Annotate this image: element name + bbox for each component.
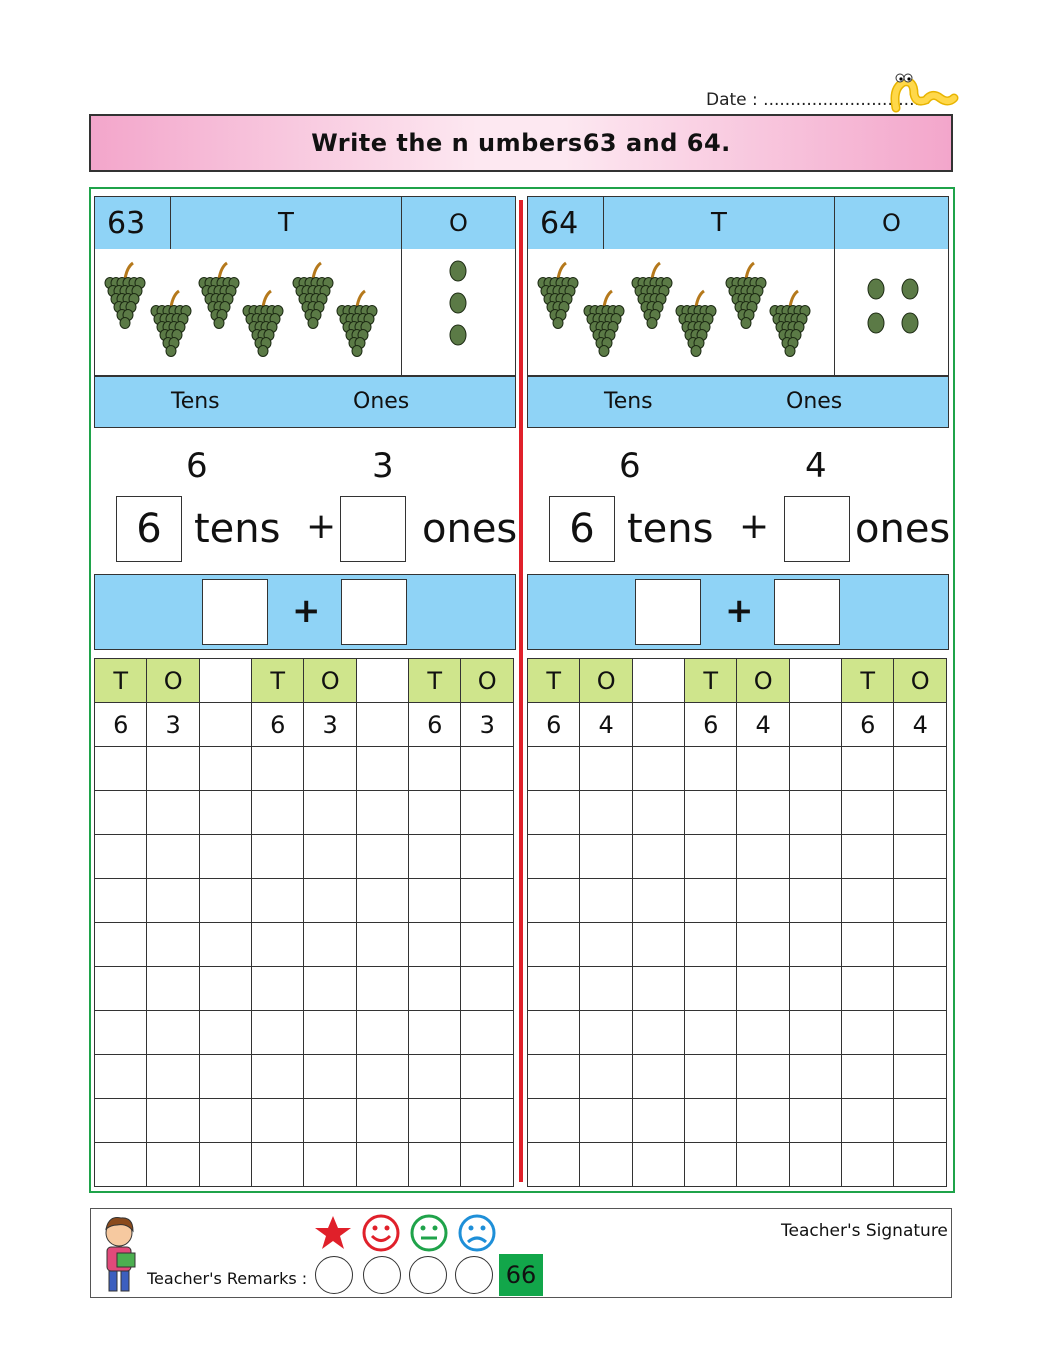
plus-sign: + — [739, 506, 770, 547]
grid-blank-cell[interactable] — [632, 747, 684, 791]
grid-blank-cell[interactable] — [409, 967, 461, 1011]
grid-blank-cell[interactable] — [580, 1099, 632, 1143]
tens-ones-label-bar — [94, 376, 516, 428]
grid-blank-cell[interactable] — [632, 967, 684, 1011]
grid-example-cell: 6 — [409, 703, 461, 747]
grid-blank-cell[interactable] — [842, 791, 894, 835]
one-dot — [868, 313, 884, 333]
remark-circle-happy[interactable] — [363, 1256, 401, 1294]
grid-blank-cell[interactable] — [199, 1099, 251, 1143]
ones-answer-box[interactable] — [340, 496, 406, 562]
sad-face-icon[interactable] — [457, 1213, 497, 1253]
grid-blank-cell[interactable] — [461, 879, 514, 923]
neutral-face-icon[interactable] — [409, 1213, 449, 1253]
grid-blank-cell[interactable] — [409, 1143, 461, 1187]
grid-blank-cell[interactable] — [461, 923, 514, 967]
grid-blank-cell[interactable] — [894, 879, 947, 923]
grid-blank-cell[interactable] — [95, 967, 147, 1011]
ones-column-header: O — [882, 209, 901, 237]
grid-blank-cell[interactable] — [95, 747, 147, 791]
grid-blank-cell[interactable] — [252, 967, 304, 1011]
remarks-label: Teacher's Remarks : — [147, 1269, 308, 1288]
grid-example-cell: 3 — [461, 703, 514, 747]
grid-blank-cell[interactable] — [252, 1143, 304, 1187]
grid-blank-cell[interactable] — [789, 1055, 841, 1099]
grid-blank-cell[interactable] — [737, 747, 789, 791]
grid-blank-cell[interactable] — [789, 835, 841, 879]
plus-sign: + — [306, 506, 337, 547]
grid-blank-cell[interactable] — [528, 747, 580, 791]
grid-example-cell: 6 — [528, 703, 580, 747]
grid-blank-cell[interactable] — [95, 1099, 147, 1143]
grid-blank-cell[interactable] — [252, 879, 304, 923]
grid-blank-cell[interactable] — [304, 835, 356, 879]
place-value-header — [527, 196, 949, 250]
grid-blank-cell[interactable] — [252, 747, 304, 791]
teacher-signature-label: Teacher's Signature — [781, 1221, 948, 1241]
grid-blank-cell[interactable] — [356, 1099, 408, 1143]
grid-blank-cell[interactable] — [632, 879, 684, 923]
grid-blank-cell[interactable] — [685, 835, 737, 879]
remark-circle-neutral[interactable] — [409, 1256, 447, 1294]
grid-header-cell — [789, 659, 841, 703]
grid-blank-cell[interactable] — [409, 1011, 461, 1055]
expanded-sum-bar — [527, 574, 949, 650]
date-label: Date : .............................. — [706, 90, 926, 110]
grid-blank-cell[interactable] — [528, 923, 580, 967]
grid-blank-cell[interactable] — [789, 1011, 841, 1055]
grid-example-cell: 6 — [252, 703, 304, 747]
grid-blank-cell[interactable] — [580, 923, 632, 967]
ones-label: Ones — [786, 389, 843, 414]
grid-blank-cell[interactable] — [95, 1055, 147, 1099]
sum-tens-box[interactable] — [202, 579, 268, 645]
tens-label: Tens — [604, 389, 653, 414]
remark-circle-star[interactable] — [315, 1256, 353, 1294]
grid-blank-cell[interactable] — [252, 923, 304, 967]
grid-example-cell: 3 — [304, 703, 356, 747]
grid-blank-cell[interactable] — [842, 923, 894, 967]
grid-blank-cell[interactable] — [356, 835, 408, 879]
star-icon[interactable] — [313, 1213, 353, 1253]
grid-example-cell: 3 — [147, 703, 199, 747]
grid-blank-cell[interactable] — [199, 835, 251, 879]
grid-example-cell: 6 — [842, 703, 894, 747]
tens-digit: 6 — [619, 446, 641, 486]
grid-example-cell — [789, 703, 841, 747]
grid-blank-cell[interactable] — [894, 967, 947, 1011]
grid-example-cell — [199, 703, 251, 747]
grid-blank-cell[interactable] — [737, 1099, 789, 1143]
ones-answer-box[interactable] — [784, 496, 850, 562]
grid-blank-cell[interactable] — [356, 747, 408, 791]
grid-blank-cell[interactable] — [147, 835, 199, 879]
one-dot — [450, 325, 466, 345]
grid-blank-cell[interactable] — [461, 1099, 514, 1143]
one-dot — [902, 279, 918, 299]
grid-blank-cell[interactable] — [528, 1011, 580, 1055]
grid-blank-cell[interactable] — [95, 879, 147, 923]
grid-blank-cell[interactable] — [252, 835, 304, 879]
grid-blank-cell[interactable] — [409, 791, 461, 835]
grid-blank-cell[interactable] — [737, 835, 789, 879]
grid-blank-cell[interactable] — [685, 1055, 737, 1099]
grid-blank-cell[interactable] — [252, 1011, 304, 1055]
grid-blank-cell[interactable] — [356, 923, 408, 967]
grid-blank-cell[interactable] — [409, 923, 461, 967]
grid-blank-cell[interactable] — [580, 747, 632, 791]
tens-answer-box[interactable]: 6 — [549, 496, 615, 562]
grid-header-cell: T — [685, 659, 737, 703]
grid-blank-cell[interactable] — [304, 1099, 356, 1143]
grid-example-cell: 6 — [685, 703, 737, 747]
grid-blank-cell[interactable] — [147, 1055, 199, 1099]
grid-blank-cell[interactable] — [685, 1099, 737, 1143]
grid-blank-cell[interactable] — [685, 879, 737, 923]
grid-header-cell: T — [252, 659, 304, 703]
grid-blank-cell[interactable] — [461, 791, 514, 835]
grid-header-cell: T — [528, 659, 580, 703]
ones-word: ones — [422, 506, 518, 552]
student-boy-icon — [97, 1213, 143, 1297]
grid-blank-cell[interactable] — [737, 791, 789, 835]
grid-blank-cell[interactable] — [894, 1011, 947, 1055]
one-dot — [868, 279, 884, 299]
grid-blank-cell[interactable] — [632, 923, 684, 967]
one-dot — [450, 261, 466, 281]
grid-blank-cell[interactable] — [95, 1011, 147, 1055]
grid-blank-cell[interactable] — [632, 1055, 684, 1099]
grid-blank-cell[interactable] — [304, 747, 356, 791]
grid-header-cell: T — [409, 659, 461, 703]
one-dot — [450, 293, 466, 313]
place-value-header — [94, 196, 516, 250]
happy-face-icon[interactable] — [361, 1213, 401, 1253]
grid-blank-cell[interactable] — [894, 747, 947, 791]
grid-blank-cell[interactable] — [147, 923, 199, 967]
grid-blank-cell[interactable] — [461, 967, 514, 1011]
grid-header-cell: T — [842, 659, 894, 703]
grid-blank-cell[interactable] — [147, 879, 199, 923]
grid-blank-cell[interactable] — [199, 1011, 251, 1055]
grid-blank-cell[interactable] — [842, 1055, 894, 1099]
grid-blank-cell[interactable] — [461, 747, 514, 791]
grid-header-cell — [199, 659, 251, 703]
grid-blank-cell[interactable] — [842, 1099, 894, 1143]
grid-blank-cell[interactable] — [461, 1055, 514, 1099]
grid-blank-cell[interactable] — [528, 879, 580, 923]
grid-blank-cell[interactable] — [632, 1099, 684, 1143]
tens-answer-box[interactable]: 6 — [116, 496, 182, 562]
grid-blank-cell[interactable] — [461, 1011, 514, 1055]
grid-blank-cell[interactable] — [199, 923, 251, 967]
grid-blank-cell[interactable] — [842, 967, 894, 1011]
grid-header-cell: O — [461, 659, 514, 703]
grid-blank-cell[interactable] — [737, 1143, 789, 1187]
grid-blank-cell[interactable] — [894, 1143, 947, 1187]
grid-blank-cell[interactable] — [894, 835, 947, 879]
grid-blank-cell[interactable] — [789, 879, 841, 923]
grid-blank-cell[interactable] — [632, 835, 684, 879]
grid-blank-cell[interactable] — [737, 1055, 789, 1099]
grid-blank-cell[interactable] — [737, 923, 789, 967]
grid-blank-cell[interactable] — [95, 791, 147, 835]
remark-circle-sad[interactable] — [455, 1256, 493, 1294]
page-number-badge: 66 — [499, 1254, 543, 1296]
grid-blank-cell[interactable] — [252, 791, 304, 835]
grid-blank-cell[interactable] — [580, 1143, 632, 1187]
grid-blank-cell[interactable] — [789, 747, 841, 791]
grid-blank-cell[interactable] — [461, 1143, 514, 1187]
sum-ones-box[interactable] — [341, 579, 407, 645]
grid-blank-cell[interactable] — [528, 1099, 580, 1143]
grid-blank-cell[interactable] — [580, 879, 632, 923]
grid-blank-cell[interactable] — [252, 1055, 304, 1099]
sum-plus-sign: + — [725, 591, 754, 631]
teacher-remarks-footer — [90, 1208, 952, 1298]
grid-blank-cell[interactable] — [409, 1055, 461, 1099]
grid-example-cell: 4 — [580, 703, 632, 747]
grid-header-cell: O — [304, 659, 356, 703]
grid-blank-cell[interactable] — [199, 747, 251, 791]
grid-blank-cell[interactable] — [95, 835, 147, 879]
one-dot — [902, 313, 918, 333]
grid-blank-cell[interactable] — [252, 1099, 304, 1143]
grid-blank-cell[interactable] — [894, 923, 947, 967]
grid-example-cell: 4 — [737, 703, 789, 747]
grid-example-cell: 6 — [95, 703, 147, 747]
grid-header-cell — [356, 659, 408, 703]
grid-header-cell: O — [737, 659, 789, 703]
ones-digit: 4 — [805, 446, 827, 486]
grid-blank-cell[interactable] — [737, 879, 789, 923]
expanded-sum-bar — [94, 574, 516, 650]
grid-blank-cell[interactable] — [304, 879, 356, 923]
instruction-text: Write the n umbers63 and 64. — [311, 129, 731, 157]
grid-header-cell: O — [147, 659, 199, 703]
grid-blank-cell[interactable] — [789, 967, 841, 1011]
grid-example-cell: 4 — [894, 703, 947, 747]
grid-blank-cell[interactable] — [95, 1143, 147, 1187]
ones-label: Ones — [353, 389, 410, 414]
grid-blank-cell[interactable] — [199, 967, 251, 1011]
sum-plus-sign: + — [292, 591, 321, 631]
tens-word: tens — [627, 506, 714, 552]
practice-grid — [94, 658, 514, 1187]
center-divider — [519, 200, 523, 1182]
grid-example-cell — [632, 703, 684, 747]
grid-blank-cell[interactable] — [356, 1143, 408, 1187]
grid-example-cell — [356, 703, 408, 747]
ones-digit: 3 — [372, 446, 394, 486]
sum-tens-box[interactable] — [635, 579, 701, 645]
grid-blank-cell[interactable] — [356, 967, 408, 1011]
tens-column-header: T — [171, 197, 402, 249]
grid-blank-cell[interactable] — [409, 835, 461, 879]
counting-picture — [527, 249, 949, 376]
grid-blank-cell[interactable] — [461, 835, 514, 879]
ones-column-header: O — [449, 209, 468, 237]
instruction-banner — [89, 114, 953, 172]
grid-blank-cell[interactable] — [580, 791, 632, 835]
grid-blank-cell[interactable] — [842, 835, 894, 879]
grid-blank-cell[interactable] — [409, 747, 461, 791]
tens-ones-label-bar — [527, 376, 949, 428]
grid-header-cell: T — [95, 659, 147, 703]
grid-blank-cell[interactable] — [737, 967, 789, 1011]
grid-blank-cell[interactable] — [304, 967, 356, 1011]
grid-blank-cell[interactable] — [842, 1011, 894, 1055]
tens-digit: 6 — [186, 446, 208, 486]
grid-blank-cell[interactable] — [580, 967, 632, 1011]
grid-blank-cell[interactable] — [789, 1143, 841, 1187]
grid-blank-cell[interactable] — [147, 967, 199, 1011]
grid-blank-cell[interactable] — [789, 791, 841, 835]
grid-blank-cell[interactable] — [632, 791, 684, 835]
ones-dots-icon — [95, 249, 515, 375]
grid-blank-cell[interactable] — [894, 1099, 947, 1143]
grid-blank-cell[interactable] — [304, 1055, 356, 1099]
worm-mascot-icon — [888, 68, 960, 114]
grid-blank-cell[interactable] — [842, 879, 894, 923]
grid-blank-cell[interactable] — [685, 791, 737, 835]
sum-ones-box[interactable] — [774, 579, 840, 645]
grid-blank-cell[interactable] — [685, 747, 737, 791]
grid-blank-cell[interactable] — [737, 1011, 789, 1055]
grid-blank-cell[interactable] — [894, 1055, 947, 1099]
grid-blank-cell[interactable] — [304, 1143, 356, 1187]
grid-blank-cell[interactable] — [528, 791, 580, 835]
ones-dots-icon — [528, 249, 948, 375]
grid-blank-cell[interactable] — [304, 1011, 356, 1055]
grid-blank-cell[interactable] — [528, 1143, 580, 1187]
grid-blank-cell[interactable] — [528, 1055, 580, 1099]
grid-blank-cell[interactable] — [528, 967, 580, 1011]
grid-blank-cell[interactable] — [894, 791, 947, 835]
ones-word: ones — [855, 506, 951, 552]
number-label: 64 — [528, 197, 604, 249]
counting-picture — [94, 249, 516, 376]
grid-blank-cell[interactable] — [580, 1011, 632, 1055]
grid-header-cell: O — [894, 659, 947, 703]
grid-blank-cell[interactable] — [95, 923, 147, 967]
grid-blank-cell[interactable] — [409, 879, 461, 923]
tens-word: tens — [194, 506, 281, 552]
grid-blank-cell[interactable] — [199, 879, 251, 923]
grid-blank-cell[interactable] — [580, 1055, 632, 1099]
grid-blank-cell[interactable] — [685, 923, 737, 967]
grid-blank-cell[interactable] — [199, 1143, 251, 1187]
grid-blank-cell[interactable] — [304, 791, 356, 835]
grid-blank-cell[interactable] — [528, 835, 580, 879]
grid-blank-cell[interactable] — [632, 1143, 684, 1187]
number-label: 63 — [95, 197, 171, 249]
grid-blank-cell[interactable] — [199, 1055, 251, 1099]
grid-blank-cell[interactable] — [147, 1099, 199, 1143]
practice-grid — [527, 658, 947, 1187]
grid-blank-cell[interactable] — [147, 1011, 199, 1055]
grid-blank-cell[interactable] — [632, 1011, 684, 1055]
grid-blank-cell[interactable] — [356, 1055, 408, 1099]
grid-blank-cell[interactable] — [409, 1099, 461, 1143]
grid-blank-cell[interactable] — [789, 1099, 841, 1143]
grid-header-cell — [632, 659, 684, 703]
grid-blank-cell[interactable] — [356, 879, 408, 923]
grid-blank-cell[interactable] — [304, 923, 356, 967]
grid-blank-cell[interactable] — [685, 967, 737, 1011]
grid-blank-cell[interactable] — [356, 791, 408, 835]
grid-blank-cell[interactable] — [685, 1011, 737, 1055]
grid-blank-cell[interactable] — [789, 923, 841, 967]
grid-blank-cell[interactable] — [842, 747, 894, 791]
tens-label: Tens — [171, 389, 220, 414]
grid-blank-cell[interactable] — [685, 1143, 737, 1187]
grid-blank-cell[interactable] — [199, 791, 251, 835]
grid-blank-cell[interactable] — [147, 1143, 199, 1187]
tens-column-header: T — [604, 197, 835, 249]
grid-blank-cell[interactable] — [580, 835, 632, 879]
grid-blank-cell[interactable] — [842, 1143, 894, 1187]
grid-blank-cell[interactable] — [147, 791, 199, 835]
grid-blank-cell[interactable] — [147, 747, 199, 791]
grid-header-cell: O — [580, 659, 632, 703]
grid-blank-cell[interactable] — [356, 1011, 408, 1055]
